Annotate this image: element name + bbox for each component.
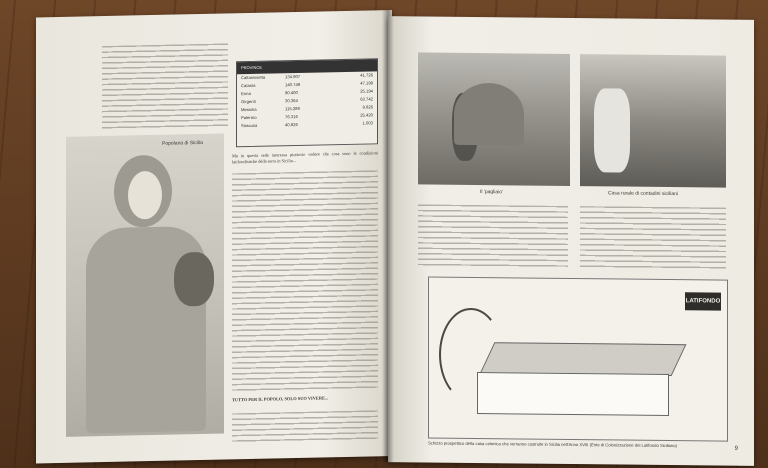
roof-shape xyxy=(480,342,687,376)
straw-hut-shape xyxy=(454,83,524,146)
table-row: Caltanissetta 134.907 41.726 xyxy=(241,72,373,81)
drawing-caption: Schizzo prospettico della casa colonica che verranno costruite in Sicilia nell'Anno XVIII (Ente di Colonizzazione del Latifondo Siciliano) xyxy=(428,440,677,449)
photo-rural-house xyxy=(580,54,726,188)
photo2-caption: Casa rurale di contadini siciliani xyxy=(608,190,679,198)
intro-text-block xyxy=(102,43,228,132)
statistics-table xyxy=(236,58,378,147)
right-text-column-2 xyxy=(580,206,726,272)
table-row: Enna 90.400 25.194 xyxy=(241,88,373,97)
woman-with-jug-illustration xyxy=(66,134,224,437)
photo-pagliaio xyxy=(418,52,570,186)
water-jug-shape xyxy=(174,252,214,307)
house-walls-shape xyxy=(477,372,669,416)
farmhouse-sketch xyxy=(428,277,728,442)
open-magazine xyxy=(36,10,754,462)
article-column-text xyxy=(232,170,378,393)
quote-line: TUTTO PER IL POPOLO, SOLO SUO VIVERE... xyxy=(232,395,329,403)
table-row: Siracusa 40.826 1.003 xyxy=(241,120,373,129)
cow-shape xyxy=(594,88,630,172)
body-text: Ma in questa sede interessa piuttosto vedere che cosa sono le condizioni latifondistiche della terra in Sicilia... xyxy=(232,150,378,165)
right-page xyxy=(388,16,754,466)
photo1-caption: Il 'pagliaio' xyxy=(480,189,504,196)
spine-gutter xyxy=(382,10,394,462)
illustration-caption: Popolana di Sicilia xyxy=(162,139,203,147)
page-number: 9 xyxy=(734,445,738,452)
right-text-column-1 xyxy=(418,204,568,270)
table-row: Messina 115.289 9.826 xyxy=(241,104,373,113)
table-row: Girgenti 30.364 63.742 xyxy=(241,96,373,105)
table-row: Palermo 76.316 25.420 xyxy=(241,112,373,121)
table-row: Catania 140.749 47.199 xyxy=(241,80,373,89)
closing-text xyxy=(232,410,378,443)
left-page xyxy=(36,10,392,463)
latifondo-badge: LATIFONDO xyxy=(685,292,721,310)
table-header: PROVINCE xyxy=(237,59,377,74)
